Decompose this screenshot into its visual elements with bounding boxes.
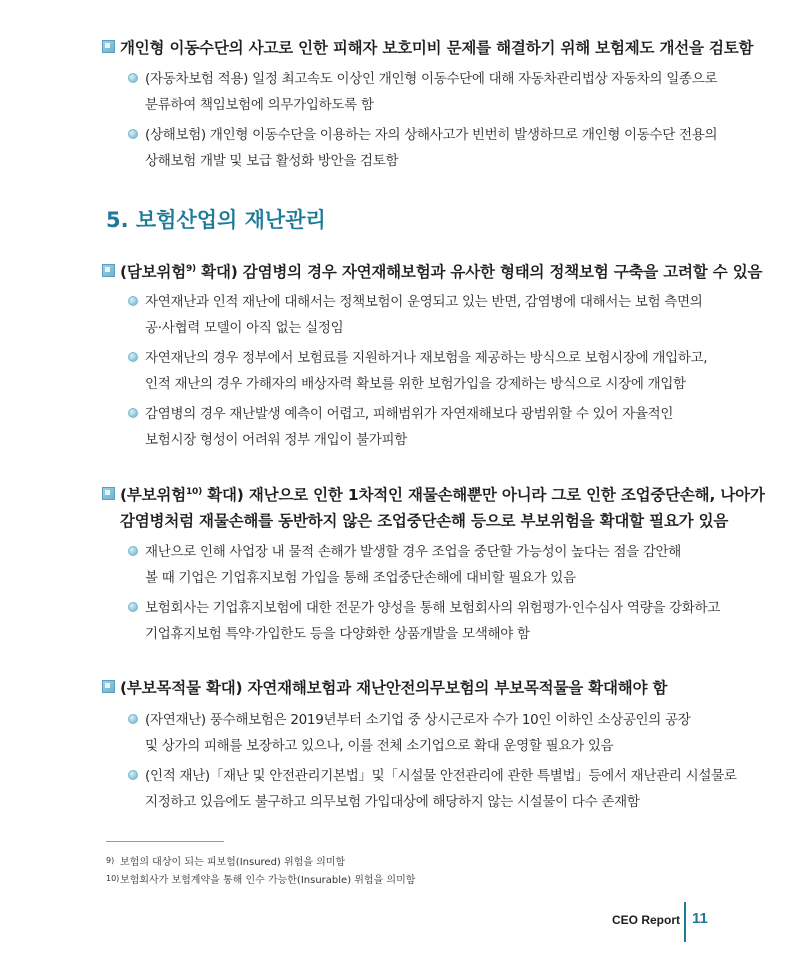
- circle-bullet-icon: [128, 408, 138, 418]
- sub-point-line: 자연재난과 인적 재난에 대해서는 정책보험이 운영되고 있는 반면, 감염병에 대해서는 보험 측면의: [145, 294, 703, 310]
- sub-point-line: 기업휴지보험 특약·가입한도 등을 다양화한 상품개발을 모색해야 함: [145, 626, 530, 642]
- main-point: (부보목적물 확대) 자연재해보험과 재난안전의무보험의 부보목적물을 확대해야 함: [120, 679, 668, 697]
- footnote-text: 보험의 대상이 되는 피보험(Insured) 위험을 의미함: [120, 857, 346, 868]
- footnote-mark: 9): [106, 856, 115, 865]
- sub-point-line: 공·사협력 모델이 아직 없는 실정임: [145, 320, 344, 336]
- circle-bullet-icon: [128, 602, 138, 612]
- sub-point-line: 보험회사는 기업휴지보험에 대한 전문가 양성을 통해 보험회사의 위험평가·인수심사 역량을 강화하고: [145, 600, 721, 616]
- main-point: [120, 483, 765, 505]
- square-bullet-icon: [102, 40, 115, 53]
- footnote: [106, 853, 345, 868]
- main-point-text: 확대) 재난으로 인한 1차적인 재물손해뿐만 아니라 그로 인한 조업중단손해, 나아가: [202, 486, 765, 504]
- footnote-ref: 10): [185, 487, 203, 497]
- main-point: 개인형 이동수단의 사고로 인한 피해자 보호미비 문제를 해결하기 위해 보험제도 개선을 검토함: [120, 39, 754, 57]
- footnote-divider: [106, 841, 224, 842]
- sub-point-line: (인적 재난)「재난 및 안전관리기본법」및「시설물 안전관리에 관한 특별법」등에서 재난관리 시설물로: [145, 768, 737, 784]
- sub-point-line: (상해보험) 개인형 이동수단을 이용하는 자의 상해사고가 빈번히 발생하므로 개인형 이동수단 전용의: [145, 127, 718, 143]
- sub-point-line: 보험시장 형성이 어려워 정부 개입이 불가피함: [145, 432, 408, 448]
- main-point-text: (담보위험: [120, 263, 186, 281]
- sub-point-line: 볼 때 기업은 기업휴지보험 가입을 통해 조업중단손해에 대비할 필요가 있음: [145, 570, 576, 586]
- sub-point-line: 자연재난의 경우 정부에서 보험료를 지원하거나 재보험을 제공하는 방식으로 보험시장에 개입하고,: [145, 350, 708, 366]
- sub-point-line: (자연재난) 풍수해보험은 2019년부터 소기업 중 상시근로자 수가 10인 이하인 소상공인의 공장: [145, 712, 691, 728]
- sub-point-line: 인적 재난의 경우 가해자의 배상자력 확보를 위한 보험가입을 강제하는 방식으로 시장에 개입함: [145, 376, 686, 392]
- footnote-mark: 10): [106, 874, 120, 883]
- main-point-line: 감염병처럼 재물손해를 동반하지 않은 조업중단손해 등으로 부보위험을 확대할 필요가 있음: [120, 512, 729, 530]
- section-title: 5. 보험산업의 재난관리: [106, 208, 326, 232]
- main-point-text: (부보위험: [120, 486, 186, 504]
- circle-bullet-icon: [128, 73, 138, 83]
- circle-bullet-icon: [128, 296, 138, 306]
- sub-point-line: 지정하고 있음에도 불구하고 의무보험 가입대상에 해당하지 않는 시설물이 다수 존재함: [145, 794, 640, 810]
- circle-bullet-icon: [128, 546, 138, 556]
- circle-bullet-icon: [128, 129, 138, 139]
- square-bullet-icon: [102, 264, 115, 277]
- footnote: [106, 871, 415, 886]
- page-number: 11: [692, 910, 708, 927]
- circle-bullet-icon: [128, 352, 138, 362]
- sub-point-line: 감염병의 경우 재난발생 예측이 어렵고, 피해범위가 자연재해보다 광범위할 수 있어 자율적인: [145, 406, 674, 422]
- sub-point-line: 상해보험 개발 및 보급 활성화 방안을 검토함: [145, 153, 399, 169]
- square-bullet-icon: [102, 487, 115, 500]
- circle-bullet-icon: [128, 770, 138, 780]
- sub-point-line: 및 상가의 피해를 보장하고 있으나, 이를 전체 소기업으로 확대 운영할 필요가 있음: [145, 738, 614, 754]
- sub-point-line: 재난으로 인해 사업장 내 물적 손해가 발생할 경우 조업을 중단할 가능성이 높다는 점을 감안해: [145, 544, 682, 560]
- square-bullet-icon: [102, 680, 115, 693]
- footnote-text: 보험회사가 보험계약을 통해 인수 가능한(Insurable) 위험을 의미함: [120, 875, 416, 886]
- footnote-ref: 9): [185, 264, 196, 274]
- main-point-text: 확대) 감염병의 경우 자연재해보험과 유사한 형태의 정책보험 구축을 고려할 수 있음: [195, 263, 763, 281]
- footer-report-label: CEO Report: [612, 913, 681, 927]
- main-point: [120, 260, 762, 282]
- footer-divider: [684, 902, 686, 942]
- circle-bullet-icon: [128, 714, 138, 724]
- sub-point-line: (자동차보험 적용) 일정 최고속도 이상인 개인형 이동수단에 대해 자동차관리법상 자동차의 일종으로: [145, 71, 718, 87]
- sub-point-line: 분류하여 책임보험에 의무가입하도록 함: [145, 97, 374, 113]
